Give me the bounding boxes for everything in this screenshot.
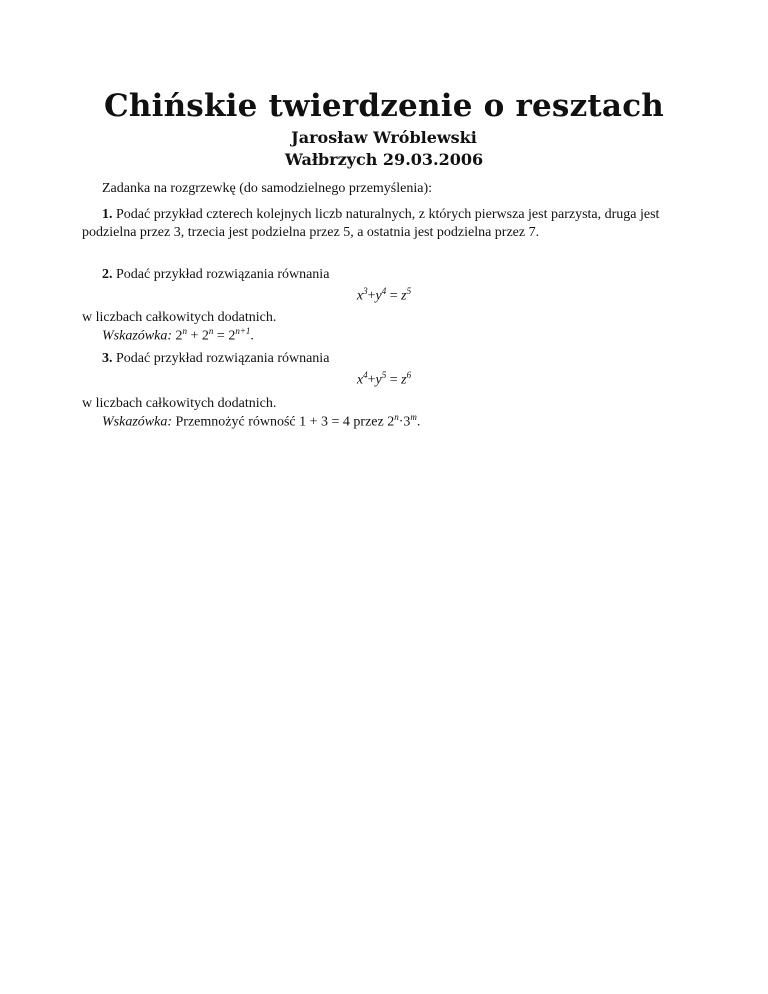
problem-3-after: w liczbach całkowitych dodatnich.: [82, 396, 277, 411]
problem-text: Podać przykład rozwiązania równania: [116, 351, 330, 366]
author-name: Jarosław Wróblewski: [291, 128, 477, 147]
problem-2-hint: Wskazówka: $2^n + 2^n = 2^{n+1}$.: [102, 326, 254, 344]
problem-3-hint: Wskazówka: Przemnożyć równość 1 + 3 = 4 przez $2^n\cdot 3^m$.: [102, 412, 421, 430]
equation-2: $x^3+y^4 = z^5$: [356, 286, 412, 304]
intro-text: Zadanka na rozgrzewkę (do samodzielnego przemyślenia):: [102, 181, 433, 196]
place-date: Wałbrzych 29.03.2006: [284, 150, 484, 169]
problem-3: [82, 350, 688, 368]
problem-number: 1.: [102, 207, 113, 222]
problem-2-after: w liczbach całkowitych dodatnich.: [82, 310, 277, 325]
problem-1: [82, 206, 688, 242]
document-title: Chińskie twierdzenie o resztach: [103, 88, 665, 124]
problem-text: Podać przykład rozwiązania równania: [116, 267, 330, 282]
problem-number: 2.: [102, 267, 113, 282]
problem-2: [82, 266, 688, 284]
problem-number: 3.: [102, 351, 113, 366]
equation-3: $x^4+y^5 = z^6$: [356, 370, 412, 388]
problem-text: Podać przykład czterech kolejnych liczb naturalnych, z których pierwsza jest parzysta, druga jest podzielna przez 3, trzecia jest podzielna przez 5, a ostatnia jest podzielna przez 7.: [82, 207, 660, 240]
